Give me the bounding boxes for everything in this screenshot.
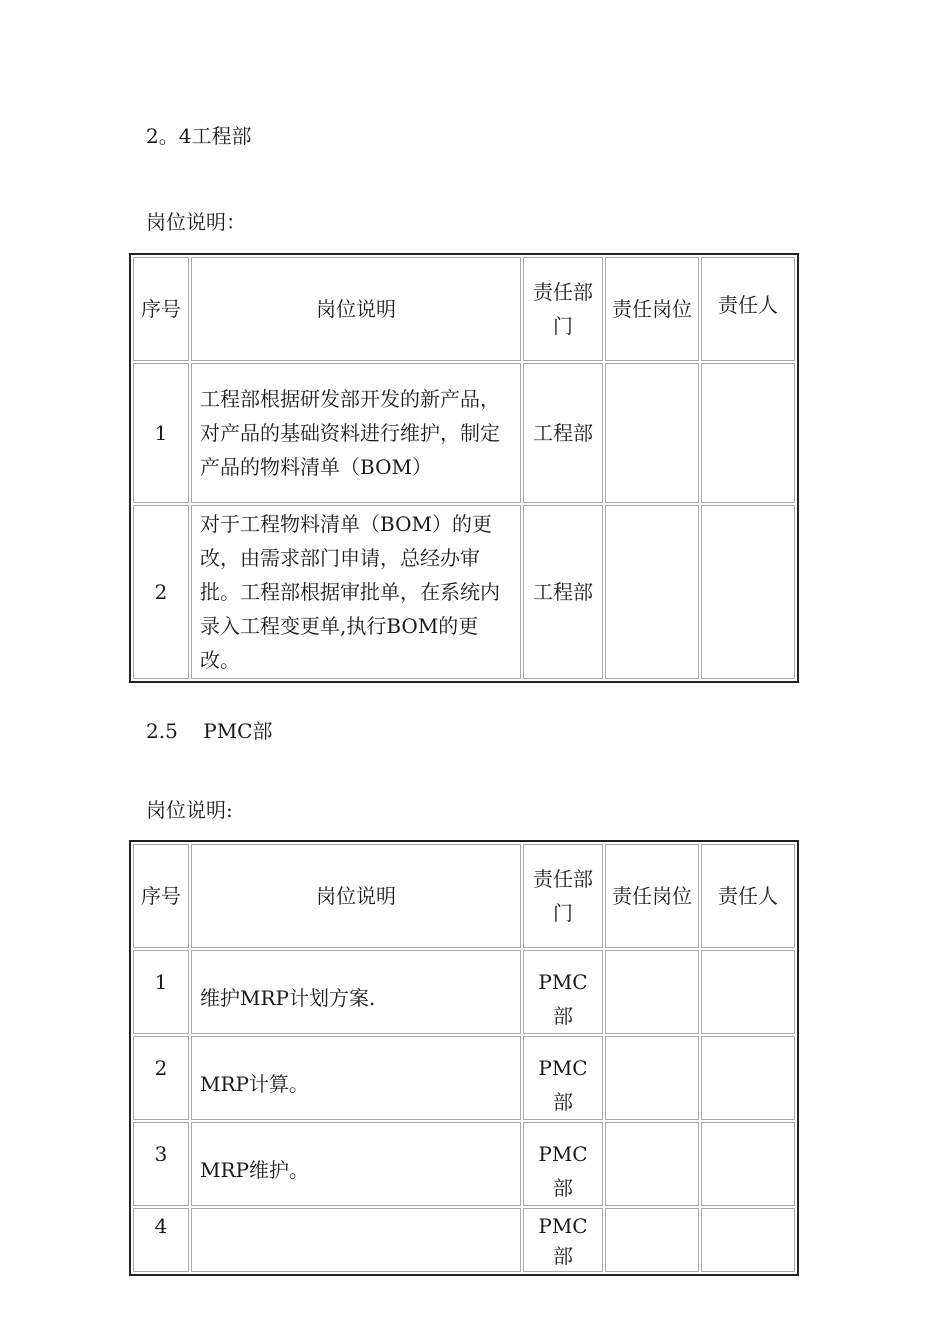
row-post [605, 363, 699, 503]
row-num: 1 [133, 363, 189, 503]
row-num: 1 [133, 950, 189, 1034]
row-num: 3 [133, 1122, 189, 1206]
header-dept: 责任部门 [523, 257, 603, 361]
row-dept: PMC部 [523, 1036, 603, 1120]
section-heading-pmc: 2.5 PMC部 [146, 719, 273, 743]
row-post [605, 1208, 699, 1272]
engineering-responsibility-table [129, 253, 799, 683]
table-row [133, 1122, 795, 1206]
section-subheading-job-description: 岗位说明： [146, 210, 246, 234]
row-post [605, 505, 699, 679]
row-num: 2 [133, 1036, 189, 1120]
row-person [701, 1122, 795, 1206]
header-person: 责任人 [701, 844, 795, 948]
row-desc [191, 1208, 521, 1272]
row-desc: 对于工程物料清单（BOM）的更改，由需求部门申请，总经办审批。工程部根据审批单，在系统内录入工程变更单,执行BOM的更改。 [191, 505, 521, 679]
header-person: 责任人 [701, 257, 795, 361]
row-desc: 工程部根据研发部开发的新产品，对产品的基础资料进行维护，制定产品的物料清单（BOM） [191, 363, 521, 503]
pmc-responsibility-table [129, 840, 799, 1276]
row-person [701, 505, 795, 679]
table-row [133, 1208, 795, 1272]
table-header-row [133, 257, 795, 361]
header-post: 责任岗位 [605, 257, 699, 361]
section-heading-engineering: 2。4工程部 [146, 124, 252, 148]
row-dept: 工程部 [523, 363, 603, 503]
section-subheading-job-description: 岗位说明: [146, 798, 233, 822]
header-num: 序号 [133, 257, 189, 361]
row-person [701, 1208, 795, 1272]
row-num: 4 [133, 1208, 189, 1272]
row-person [701, 1036, 795, 1120]
row-dept: PMC部 [523, 950, 603, 1034]
row-num: 2 [133, 505, 189, 679]
row-dept: PMC部 [523, 1208, 603, 1272]
row-person [701, 950, 795, 1034]
row-post [605, 1122, 699, 1206]
row-desc: 维护MRP计划方案. [191, 950, 521, 1034]
table-row [133, 505, 795, 679]
header-dept: 责任部门 [523, 844, 603, 948]
row-dept: PMC部 [523, 1122, 603, 1206]
header-desc: 岗位说明 [191, 257, 521, 361]
row-post [605, 950, 699, 1034]
table-row [133, 1036, 795, 1120]
table-row [133, 950, 795, 1034]
row-post [605, 1036, 699, 1120]
header-post: 责任岗位 [605, 844, 699, 948]
row-dept: 工程部 [523, 505, 603, 679]
row-desc: MRP计算。 [191, 1036, 521, 1120]
row-person [701, 363, 795, 503]
table-header-row [133, 844, 795, 948]
row-desc: MRP维护。 [191, 1122, 521, 1206]
header-num: 序号 [133, 844, 189, 948]
header-desc: 岗位说明 [191, 844, 521, 948]
table-row [133, 363, 795, 503]
